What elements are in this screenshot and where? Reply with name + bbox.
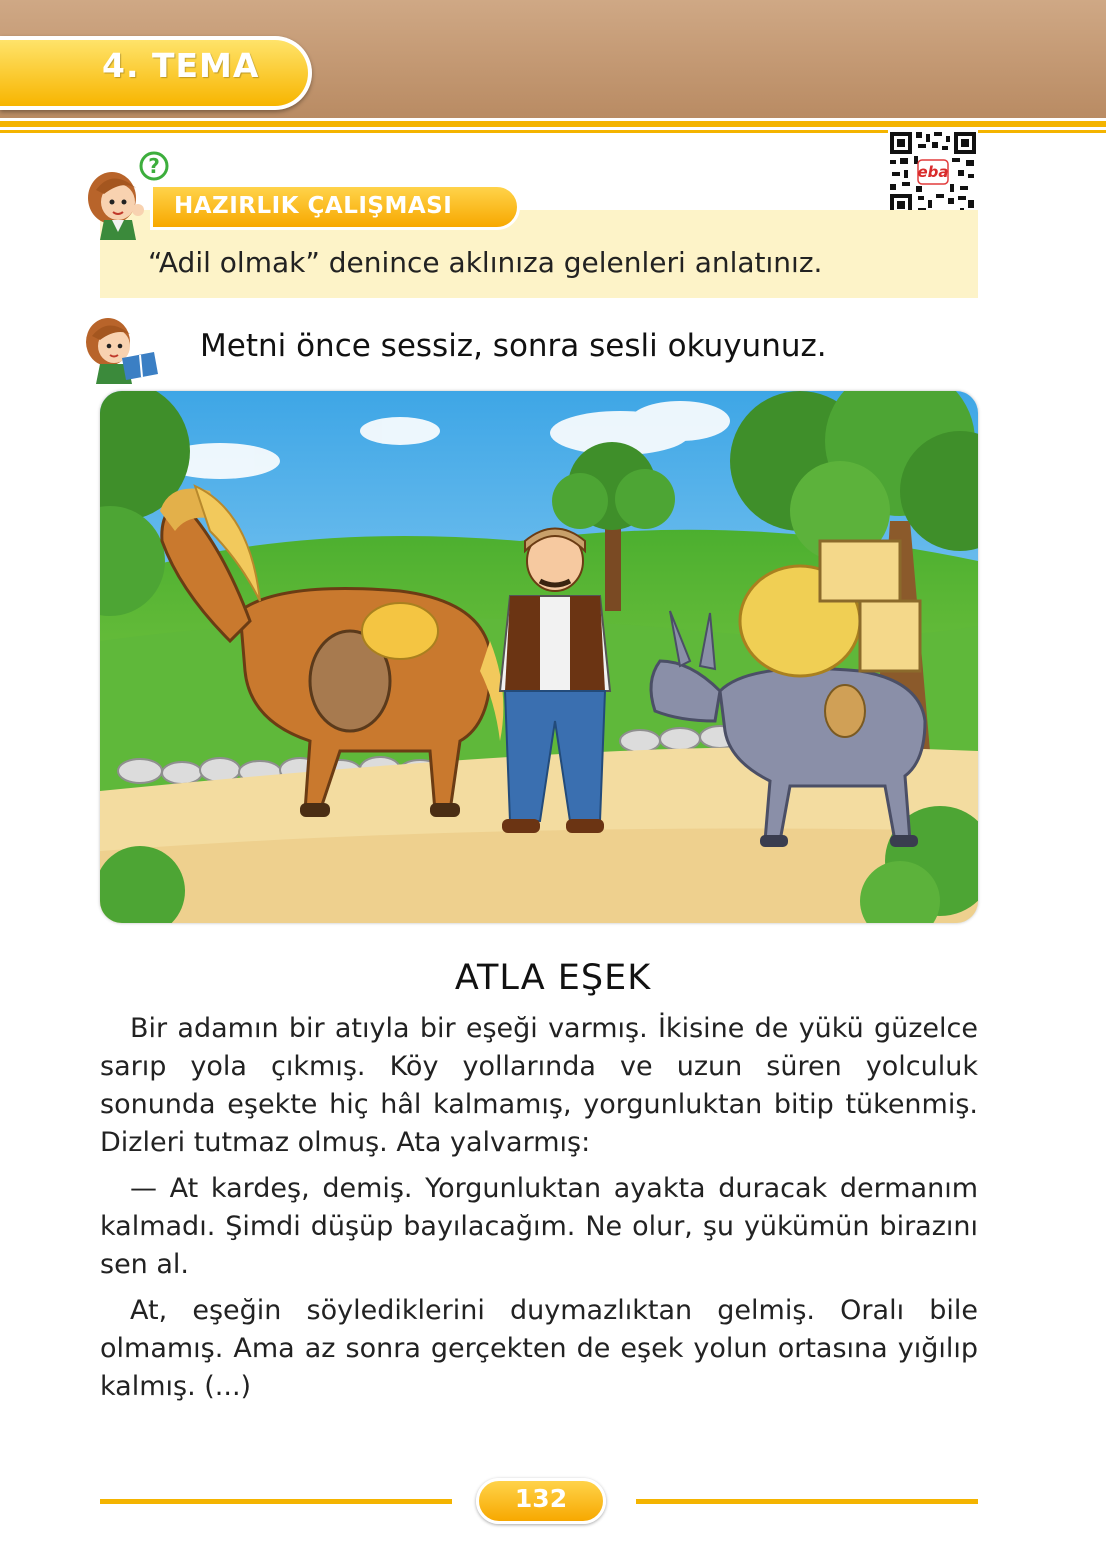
preparation-text: “Adil olmak” denince aklınıza gelenleri anlatınız. bbox=[148, 246, 823, 279]
header-divider bbox=[0, 121, 1106, 127]
story-paragraph: Bir adamın bir atıyla bir eşeği varmış. İkisine de yükü güzelce sarıp yola çıkmış. Köy yollarında ve uzun süren yolculuk sonunda eşekte hiç hâl kalmamış, yorgunluktan bitip tükenmiş. Dizleri tutmaz olmuş. Ata yalvarmış: bbox=[100, 1013, 978, 1158]
girl-reading-icon bbox=[78, 312, 166, 384]
qr-brand-text: eba bbox=[917, 163, 949, 181]
footer-divider-right bbox=[636, 1499, 978, 1504]
preparation-title: HAZIRLIK ÇALIŞMASI bbox=[174, 193, 453, 219]
girl-question-icon bbox=[82, 150, 174, 242]
story-illustration bbox=[100, 391, 978, 923]
page-number: 132 bbox=[514, 1484, 568, 1513]
reading-instruction: Metni önce sessiz, sonra sesli okuyunuz. bbox=[200, 328, 827, 364]
story-title: ATLA EŞEK bbox=[454, 958, 652, 998]
footer-divider-left bbox=[100, 1499, 452, 1504]
theme-label: 4. TEMA bbox=[102, 46, 260, 85]
story-paragraph: — At kardeş, demiş. Yorgunluktan ayakta duracak dermanım kalmadı. Şimdi düşüp bayılacağım. Ne olur, şu yükümün birazını sen al. bbox=[100, 1173, 978, 1280]
story-paragraph: At, eşeğin söylediklerini duymazlıktan gelmiş. Oralı bile olmamış. Ama az sonra gerçekten de eşek yolun ortasına yığılıp kalmış. (...) bbox=[100, 1295, 978, 1402]
story-body bbox=[100, 1010, 978, 1414]
qr-code-icon[interactable] bbox=[888, 130, 978, 218]
question-mark: ? bbox=[148, 154, 160, 178]
